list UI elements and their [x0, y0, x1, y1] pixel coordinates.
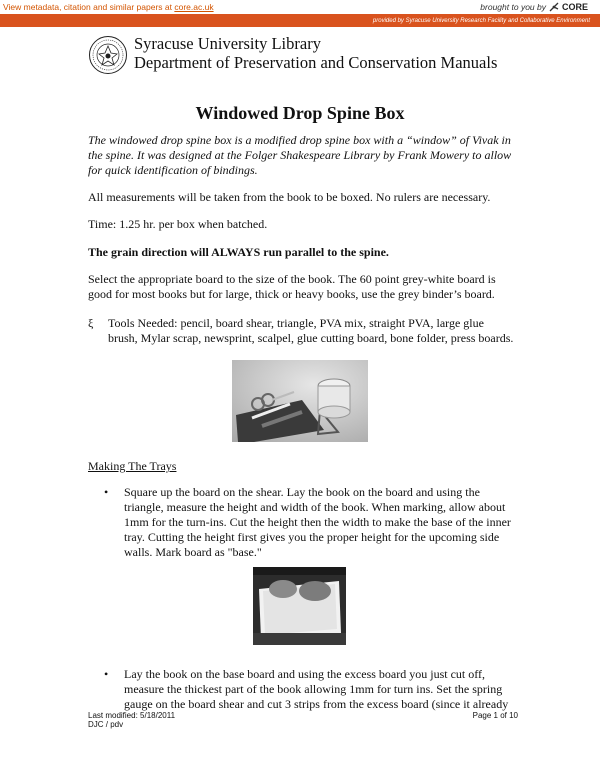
library-header [88, 34, 497, 75]
page-footer [88, 711, 518, 729]
step-text: Lay the book on the base board and using the excess board you just cut off, measure the thickest part of the book allowing 1mm for turn ins. Set the spring gauge on the board shear and cut 3 strips from the excess board (since it already [124, 667, 509, 711]
time-note: Time: 1.25 hr. per box when batched. [88, 217, 268, 231]
bullet-glyph: • [104, 485, 109, 499]
grain-direction-note: The grain direction will ALWAYS run parallel to the spine. [88, 245, 389, 259]
book-on-board-photo [253, 567, 346, 645]
page-title: Windowed Drop Spine Box [195, 103, 405, 123]
tools-list: Tools Needed: pencil, board shear, triangle, PVA mix, straight PVA, large glue brush, Mylar scrap, newsprint, scalpel, glue cutting board, bone folder, press boards. [108, 316, 514, 345]
library-name: Syracuse University Library [134, 34, 321, 53]
bullet-glyph: • [104, 667, 109, 681]
core-brought-by: brought to you by [480, 2, 546, 12]
section-heading-making-trays: Making The Trays [88, 459, 177, 473]
intro-paragraph: The windowed drop spine box is a modified drop spine box with a “window” of Vivak in the spine. It was designed at the Folger Shakespeare Library by Frank Mowery to allow for quick identification of bindings. [88, 133, 512, 177]
tools-needed [88, 316, 516, 346]
core-link-prefix[interactable]: View metadata, citation and similar papers at [3, 2, 175, 12]
page-number: Page 1 of 10 [472, 711, 518, 720]
core-banner [0, 0, 600, 14]
core-brand[interactable]: CORE [561, 2, 588, 12]
core-link-domain[interactable]: core.ac.uk [174, 2, 214, 12]
university-seal-icon [88, 35, 128, 75]
step-list-item [104, 485, 514, 560]
author-initials: DJC / pdv [88, 720, 124, 729]
core-logo-icon [549, 2, 559, 12]
tools-bullet-glyph: ξ [88, 316, 94, 330]
last-modified: Last modified: 5/18/2011 [88, 711, 176, 720]
measurements-note: All measurements will be taken from the book to be boxed. No rulers are necessary. [88, 190, 491, 204]
step-text: Square up the board on the shear. Lay the book on the board and using the triangle, measure the height and width of the book. When marking, allow about 1mm for the turn-ins. Cut the height then the width to make the base of the inner tray. Cutting the height first gives you the proper height for the upcoming side walls. Mark board as "base." [124, 485, 511, 559]
tools-photo [232, 360, 368, 442]
department-name: Department of Preservation and Conservation Manuals [134, 53, 498, 72]
core-attribution [480, 2, 600, 12]
board-selection-paragraph: Select the appropriate board to the size of the book. The 60 point grey-white board is good for most books but for large, thick or heavy books, use the grey binder’s board. [88, 272, 496, 301]
core-provider-bar [0, 14, 600, 27]
core-metadata-link[interactable] [0, 2, 214, 12]
step-list-item [104, 667, 514, 712]
core-provided-by: provided by Syracuse University Research Facility and Collaborative Environment [372, 17, 590, 24]
